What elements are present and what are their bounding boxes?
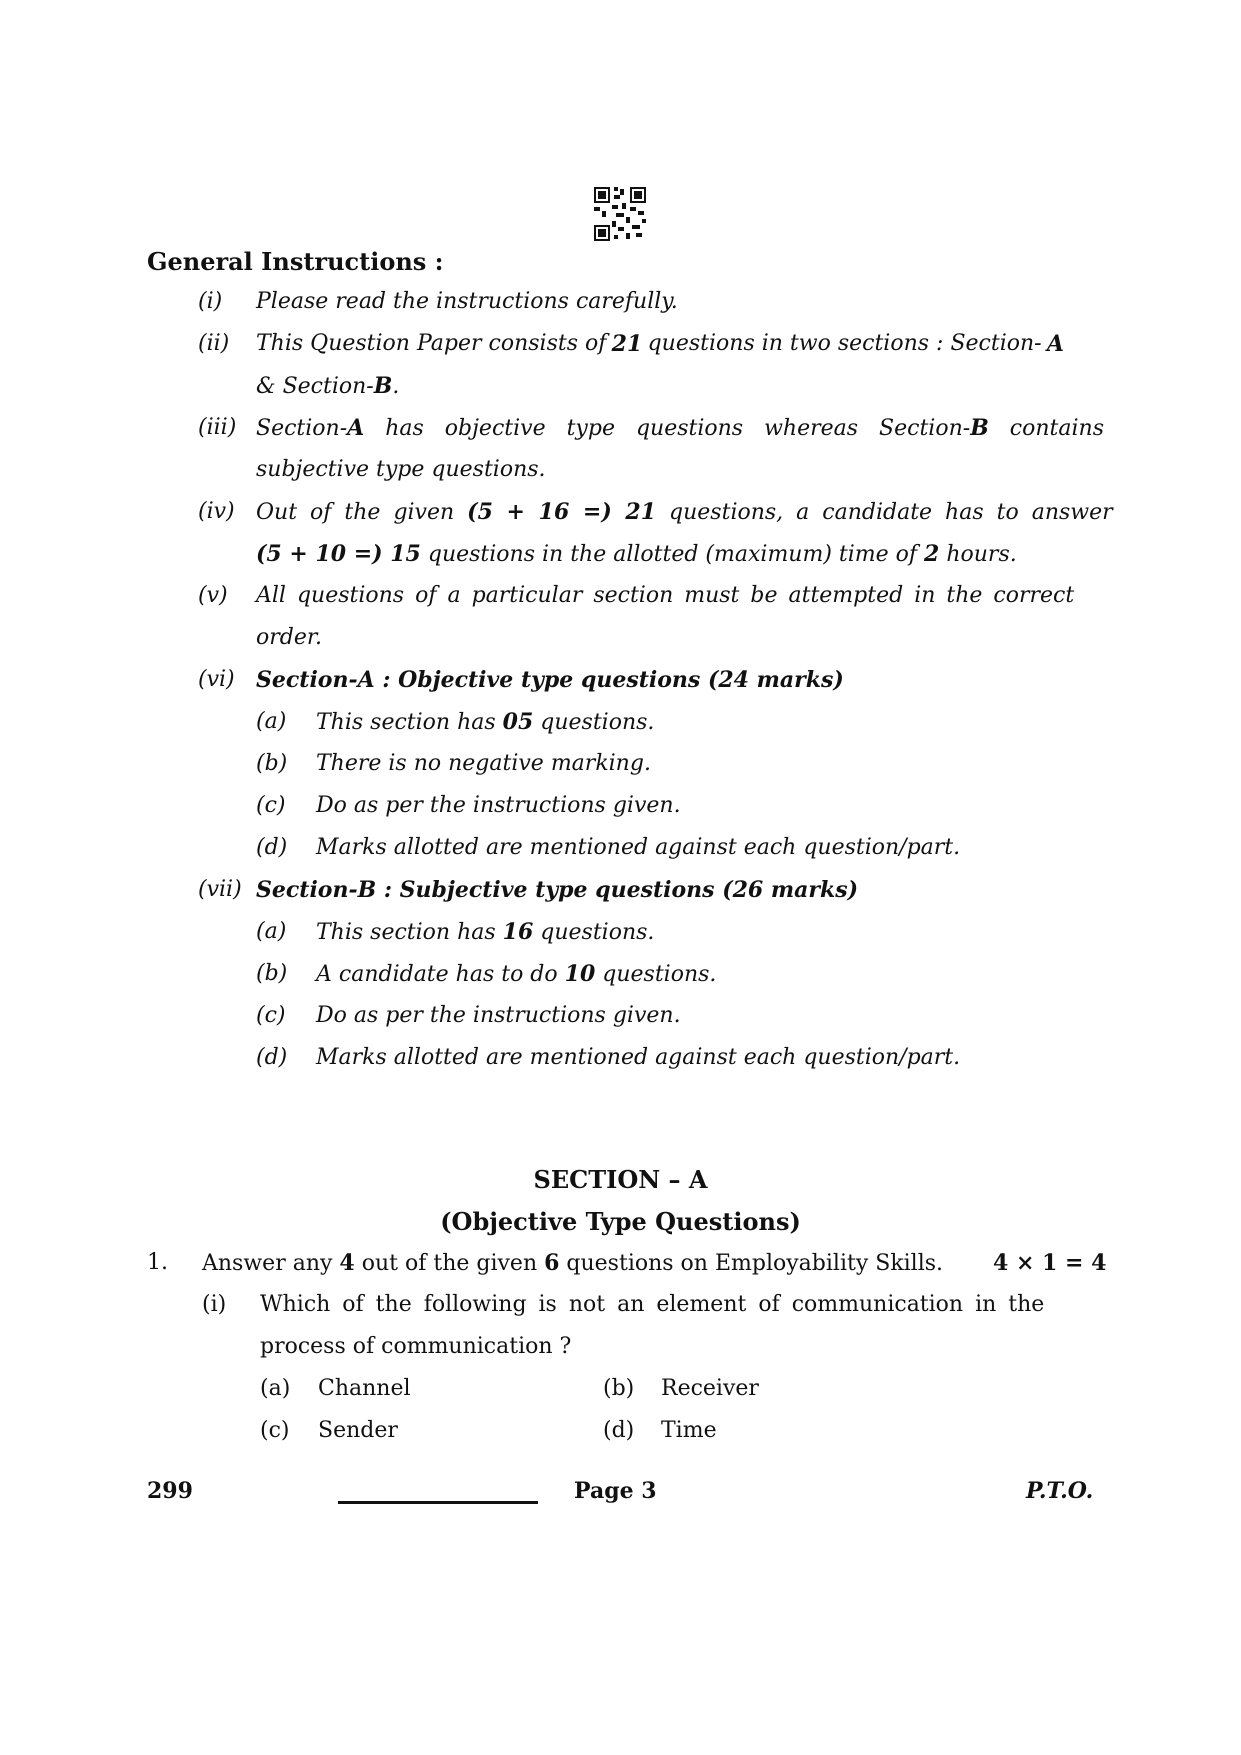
question-number: 1. — [147, 1250, 168, 1275]
sub-text: Do as per the instructions given. — [316, 793, 681, 818]
option-text: Receiver — [661, 1376, 759, 1401]
instruction-num: (i) — [198, 289, 223, 314]
sub-label: (a) — [256, 709, 287, 734]
instruction-num: (vi) — [198, 667, 235, 692]
sub-label: (d) — [256, 1045, 288, 1070]
sub-text — [316, 961, 716, 987]
emphasis: B — [970, 415, 989, 441]
question-marks: 4 × 1 = 4 — [993, 1250, 1107, 1276]
emphasis: A — [1046, 331, 1064, 357]
text-fragment: Answer any — [202, 1251, 340, 1276]
text-fragment: Section- — [256, 416, 348, 441]
sub-label: (c) — [256, 1003, 286, 1028]
emphasis: 10 — [564, 961, 596, 987]
text-fragment: questions in the allotted (maximum) time of — [420, 542, 925, 567]
instruction-num: (vii) — [198, 877, 242, 902]
instructions-title: General Instructions : — [147, 247, 444, 276]
text-fragment: Out of the given — [256, 500, 468, 525]
sub-text: Do as per the instructions given. — [316, 1003, 681, 1028]
sub-label: (d) — [256, 835, 288, 860]
text-fragment: This section has — [316, 920, 503, 945]
subquestion-text-cont: process of communication ? — [260, 1334, 572, 1359]
instruction-text: All questions of a particular section must be attempted in the correct — [256, 583, 1075, 608]
text-fragment: questions. — [533, 920, 655, 945]
instruction-text: Please read the instructions carefully. — [256, 289, 678, 314]
paper-code: 299 — [147, 1478, 193, 1504]
text-fragment: questions, a candidate has to answer — [656, 500, 1113, 525]
text-fragment: contains — [988, 416, 1104, 441]
sub-text — [316, 709, 654, 735]
section-b-heading: Section-B : Subjective type questions (26 marks) — [256, 877, 859, 903]
instruction-text-cont — [256, 541, 1017, 567]
text-fragment: has objective type questions whereas Section- — [364, 416, 971, 441]
text-fragment: hours. — [939, 542, 1017, 567]
text-fragment: . — [392, 374, 400, 399]
text-fragment: questions. — [595, 962, 717, 987]
option-text: Sender — [318, 1418, 398, 1443]
instruction-num: (iii) — [198, 415, 237, 440]
emphasis: 2 — [924, 541, 940, 567]
section-a-heading: Section-A : Objective type questions (24 marks) — [256, 667, 844, 693]
emphasis: (5 + 16 =) 21 — [467, 499, 657, 525]
instruction-text — [256, 415, 1104, 441]
instruction-text — [256, 499, 1113, 525]
sub-label: (a) — [256, 919, 287, 944]
option-label: (a) — [260, 1376, 291, 1401]
text-fragment: questions on Employability Skills. — [559, 1251, 944, 1276]
pto-label: P.T.O. — [1026, 1478, 1094, 1504]
sub-text: Marks allotted are mentioned against each question/part. — [316, 835, 961, 860]
option-label: (d) — [603, 1418, 635, 1443]
emphasis: 4 — [339, 1250, 355, 1276]
instruction-num: (ii) — [198, 331, 230, 356]
text-fragment: questions. — [533, 710, 655, 735]
section-title: SECTION – A — [533, 1165, 708, 1194]
emphasis: A — [347, 415, 365, 441]
question-text — [202, 1250, 943, 1276]
sub-label: (c) — [256, 793, 286, 818]
sub-label: (b) — [256, 961, 288, 986]
instruction-num: (v) — [198, 583, 228, 608]
option-label: (c) — [260, 1418, 290, 1443]
text-fragment: This Question Paper consists of — [256, 331, 607, 356]
instruction-text-cont: order. — [256, 625, 322, 650]
emphasis: 16 — [502, 919, 534, 945]
text-fragment: A candidate has to do — [316, 962, 565, 987]
emphasis: (5 + 10 =) 15 — [256, 541, 421, 567]
instruction-num: (iv) — [198, 499, 235, 524]
sub-label: (b) — [256, 751, 288, 776]
sub-text: There is no negative marking. — [316, 751, 651, 776]
emphasis: 6 — [544, 1250, 560, 1276]
emphasis: B — [373, 373, 393, 399]
option-text: Channel — [318, 1376, 411, 1401]
section-subtitle: (Objective Type Questions) — [440, 1207, 801, 1236]
text-fragment: & Section- — [256, 374, 374, 399]
subquestion-number: (i) — [202, 1292, 227, 1317]
footer-divider — [338, 1501, 538, 1504]
text-fragment: questions in two sections : Section- — [647, 331, 1042, 356]
option-label: (b) — [603, 1376, 635, 1401]
sub-text: Marks allotted are mentioned against each question/part. — [316, 1045, 961, 1070]
emphasis: 21 — [611, 331, 643, 357]
sub-text — [316, 919, 654, 945]
subquestion-text: Which of the following is not an element of communication in the — [260, 1292, 1045, 1317]
instruction-text-cont: subjective type questions. — [256, 457, 546, 482]
text-fragment: out of the given — [354, 1251, 545, 1276]
instruction-text — [256, 331, 1064, 357]
page-number: Page 3 — [574, 1478, 657, 1504]
option-text: Time — [661, 1418, 717, 1443]
qr-code-icon — [594, 187, 646, 241]
text-fragment: This section has — [316, 710, 503, 735]
emphasis: 05 — [502, 709, 534, 735]
instruction-text-cont — [256, 373, 399, 399]
